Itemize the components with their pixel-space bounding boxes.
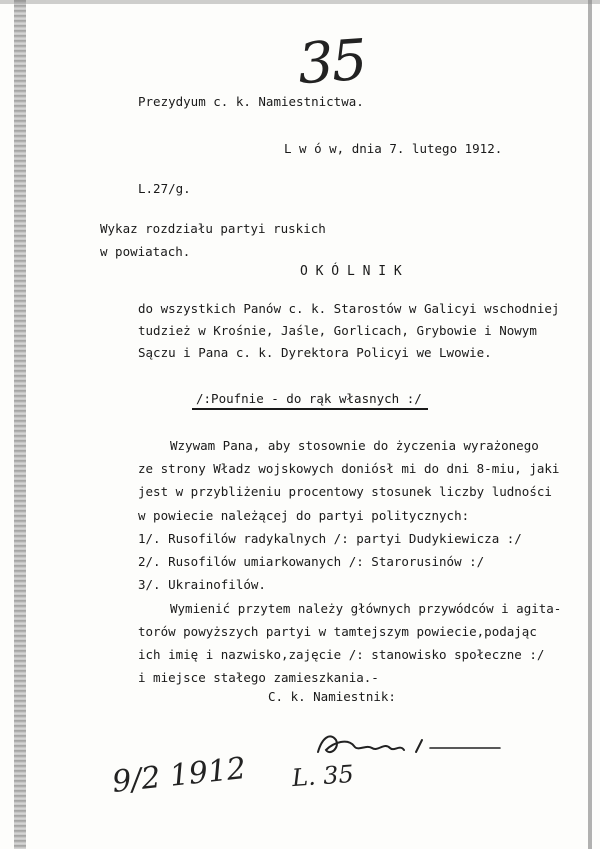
subject-line-1: Wykaz rozdziału partyi ruskich [100, 221, 326, 236]
list-item-3: 3/. Ukrainofilów. [138, 577, 266, 592]
signatory-title: C. k. Namiestnik: [268, 689, 396, 704]
handwritten-note: L. 35 [291, 759, 355, 793]
addressee-line-1: do wszystkich Panów c. k. Starostów w Galicyi wschodniej [138, 301, 560, 316]
scan-edge-top [0, 0, 600, 4]
confidential-note: /:Poufnie - do rąk własnych :/ [196, 391, 422, 406]
scan-edge-right [588, 0, 592, 849]
scan-edge-left [14, 0, 26, 849]
office-header: Prezydyum c. k. Namiestnictwa. [138, 94, 364, 109]
document-title: O K Ó L N I K [300, 264, 402, 279]
body-para1-line4: w powiecie należącej do partyi politycznych: [138, 508, 470, 523]
body-para2-line1: Wymienić przytem należy głównych przywódców i agita- [170, 601, 562, 616]
list-item-2: 2/. Rusofilów umiarkowanych /: Starorusinów :/ [138, 554, 485, 569]
addressee-line-3: Sączu i Pana c. k. Dyrektora Policyi we Lwowie. [138, 345, 492, 360]
addressee-line-2: tudzież w Krośnie, Jaśle, Gorlicach, Grybowie i Nowym [138, 323, 537, 338]
subject-line-2: w powiatach. [100, 244, 191, 259]
list-item-1: 1/. Rusofilów radykalnych /: partyi Dudykiewicza :/ [138, 531, 522, 546]
handwritten-date: 9/2 1912 [110, 751, 248, 800]
confidential-underline [192, 408, 428, 410]
reference-number: L.27/g. [138, 181, 191, 196]
place-date: L w ó w, dnia 7. lutego 1912. [284, 141, 503, 156]
body-para1-line1: Wzywam Pana, aby stosownie do życzenia wyrażonego [170, 438, 539, 453]
body-para2-line4: i miejsce stałego zamieszkania.- [138, 670, 379, 685]
body-para2-line3: ich imię i nazwisko,zajęcie /: stanowisko społeczne :/ [138, 647, 545, 662]
body-para1-line3: jest w przybliżeniu procentowy stosunek liczby ludności [138, 484, 552, 499]
handwritten-reference-number: 35 [295, 27, 368, 98]
body-para1-line2: ze strony Władz wojskowych doniósł mi do dni 8-miu, jaki [138, 461, 560, 476]
body-para2-line2: torów powyższych partyi w tamtejszym powiecie,podając [138, 624, 537, 639]
